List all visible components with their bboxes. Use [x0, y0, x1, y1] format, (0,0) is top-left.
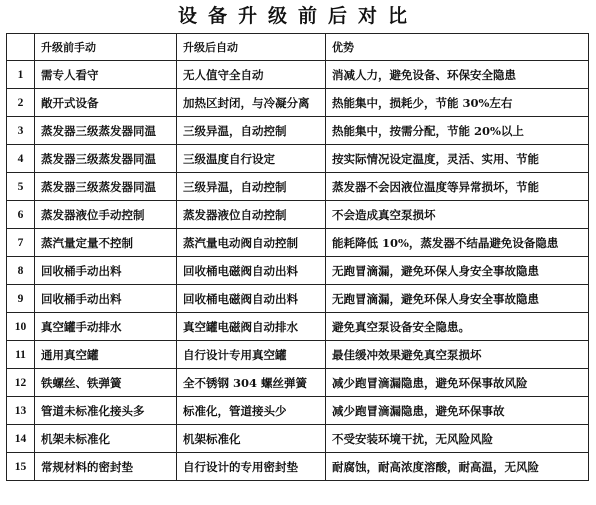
row-number: 15 — [7, 453, 35, 481]
table-row — [7, 341, 589, 369]
row-number: 10 — [7, 313, 35, 341]
header-before: 升级前手动 — [35, 34, 177, 61]
row-number: 9 — [7, 285, 35, 313]
row-number: 13 — [7, 397, 35, 425]
advantage-cell: 无跑冒滴漏，避免环保人身安全事故隐患 — [326, 257, 589, 285]
table-row — [7, 61, 589, 89]
row-number: 3 — [7, 117, 35, 145]
before-cell: 蒸发器三级蒸发器同温 — [35, 173, 177, 201]
before-cell: 回收桶手动出料 — [35, 257, 177, 285]
row-number: 4 — [7, 145, 35, 173]
after-cell: 真空罐电磁阀自动排水 — [177, 313, 326, 341]
before-cell: 机架未标准化 — [35, 425, 177, 453]
advantage-cell: 热能集中，损耗少，节能 30%左右 — [326, 89, 589, 117]
header-after: 升级后自动 — [177, 34, 326, 61]
advantage-cell: 消减人力，避免设备、环保安全隐患 — [326, 61, 589, 89]
row-number: 6 — [7, 201, 35, 229]
row-number: 12 — [7, 369, 35, 397]
advantage-cell: 无跑冒滴漏，避免环保人身安全事故隐患 — [326, 285, 589, 313]
advantage-cell: 热能集中，按需分配，节能 20%以上 — [326, 117, 589, 145]
after-cell: 蒸发器液位自动控制 — [177, 201, 326, 229]
comparison-table — [6, 33, 589, 481]
table-row — [7, 201, 589, 229]
row-number: 1 — [7, 61, 35, 89]
table-row — [7, 89, 589, 117]
advantage-cell: 减少跑冒滴漏隐患，避免环保事故 — [326, 397, 589, 425]
advantage-cell: 能耗降低 10%，蒸发器不结晶避免设备隐患 — [326, 229, 589, 257]
before-cell: 需专人看守 — [35, 61, 177, 89]
after-cell: 标准化，管道接头少 — [177, 397, 326, 425]
table-row — [7, 285, 589, 313]
header-number — [7, 34, 35, 61]
before-cell: 蒸发器三级蒸发器同温 — [35, 117, 177, 145]
before-cell: 铁螺丝、铁弹簧 — [35, 369, 177, 397]
table-row — [7, 117, 589, 145]
before-cell: 管道未标准化接头多 — [35, 397, 177, 425]
before-cell: 敞开式设备 — [35, 89, 177, 117]
advantage-cell: 按实际情况设定温度，灵活、实用、节能 — [326, 145, 589, 173]
table-row — [7, 257, 589, 285]
before-cell: 蒸汽量定量不控制 — [35, 229, 177, 257]
advantage-cell: 不会造成真空泵损坏 — [326, 201, 589, 229]
table-row — [7, 229, 589, 257]
advantage-cell: 耐腐蚀，耐高浓度溶酸，耐高温，无风险 — [326, 453, 589, 481]
table-row — [7, 173, 589, 201]
after-cell: 自行设计的专用密封垫 — [177, 453, 326, 481]
after-cell: 回收桶电磁阀自动出料 — [177, 285, 326, 313]
row-number: 2 — [7, 89, 35, 117]
before-cell: 蒸发器液位手动控制 — [35, 201, 177, 229]
table-row — [7, 313, 589, 341]
table-row — [7, 425, 589, 453]
after-cell: 加热区封闭，与冷凝分离 — [177, 89, 326, 117]
table-row — [7, 453, 589, 481]
after-cell: 蒸汽量电动阀自动控制 — [177, 229, 326, 257]
table-row — [7, 369, 589, 397]
advantage-cell: 不受安装环境干扰，无风险风险 — [326, 425, 589, 453]
table-header-row — [7, 34, 589, 61]
after-cell: 机架标准化 — [177, 425, 326, 453]
before-cell: 通用真空罐 — [35, 341, 177, 369]
table-row — [7, 145, 589, 173]
document-title: 设备升级前后对比 — [177, 5, 418, 27]
before-cell: 常规材料的密封垫 — [35, 453, 177, 481]
before-cell: 回收桶手动出料 — [35, 285, 177, 313]
advantage-cell: 减少跑冒滴漏隐患，避免环保事故风险 — [326, 369, 589, 397]
after-cell: 无人值守全自动 — [177, 61, 326, 89]
after-cell: 自行设计专用真空罐 — [177, 341, 326, 369]
after-cell: 三级异温，自动控制 — [177, 117, 326, 145]
row-number: 14 — [7, 425, 35, 453]
advantage-cell: 最佳缓冲效果避免真空泵损坏 — [326, 341, 589, 369]
after-cell: 三级温度自行设定 — [177, 145, 326, 173]
after-cell: 回收桶电磁阀自动出料 — [177, 257, 326, 285]
advantage-cell: 避免真空泵设备安全隐患。 — [326, 313, 589, 341]
advantage-cell: 蒸发器不会因液位温度等异常损坏，节能 — [326, 173, 589, 201]
after-cell: 三级异温，自动控制 — [177, 173, 326, 201]
before-cell: 蒸发器三级蒸发器同温 — [35, 145, 177, 173]
row-number: 7 — [7, 229, 35, 257]
after-cell: 全不锈钢 304 螺丝弹簧 — [177, 369, 326, 397]
before-cell: 真空罐手动排水 — [35, 313, 177, 341]
header-advantage: 优势 — [326, 34, 589, 61]
row-number: 11 — [7, 341, 35, 369]
row-number: 8 — [7, 257, 35, 285]
row-number: 5 — [7, 173, 35, 201]
table-row — [7, 397, 589, 425]
